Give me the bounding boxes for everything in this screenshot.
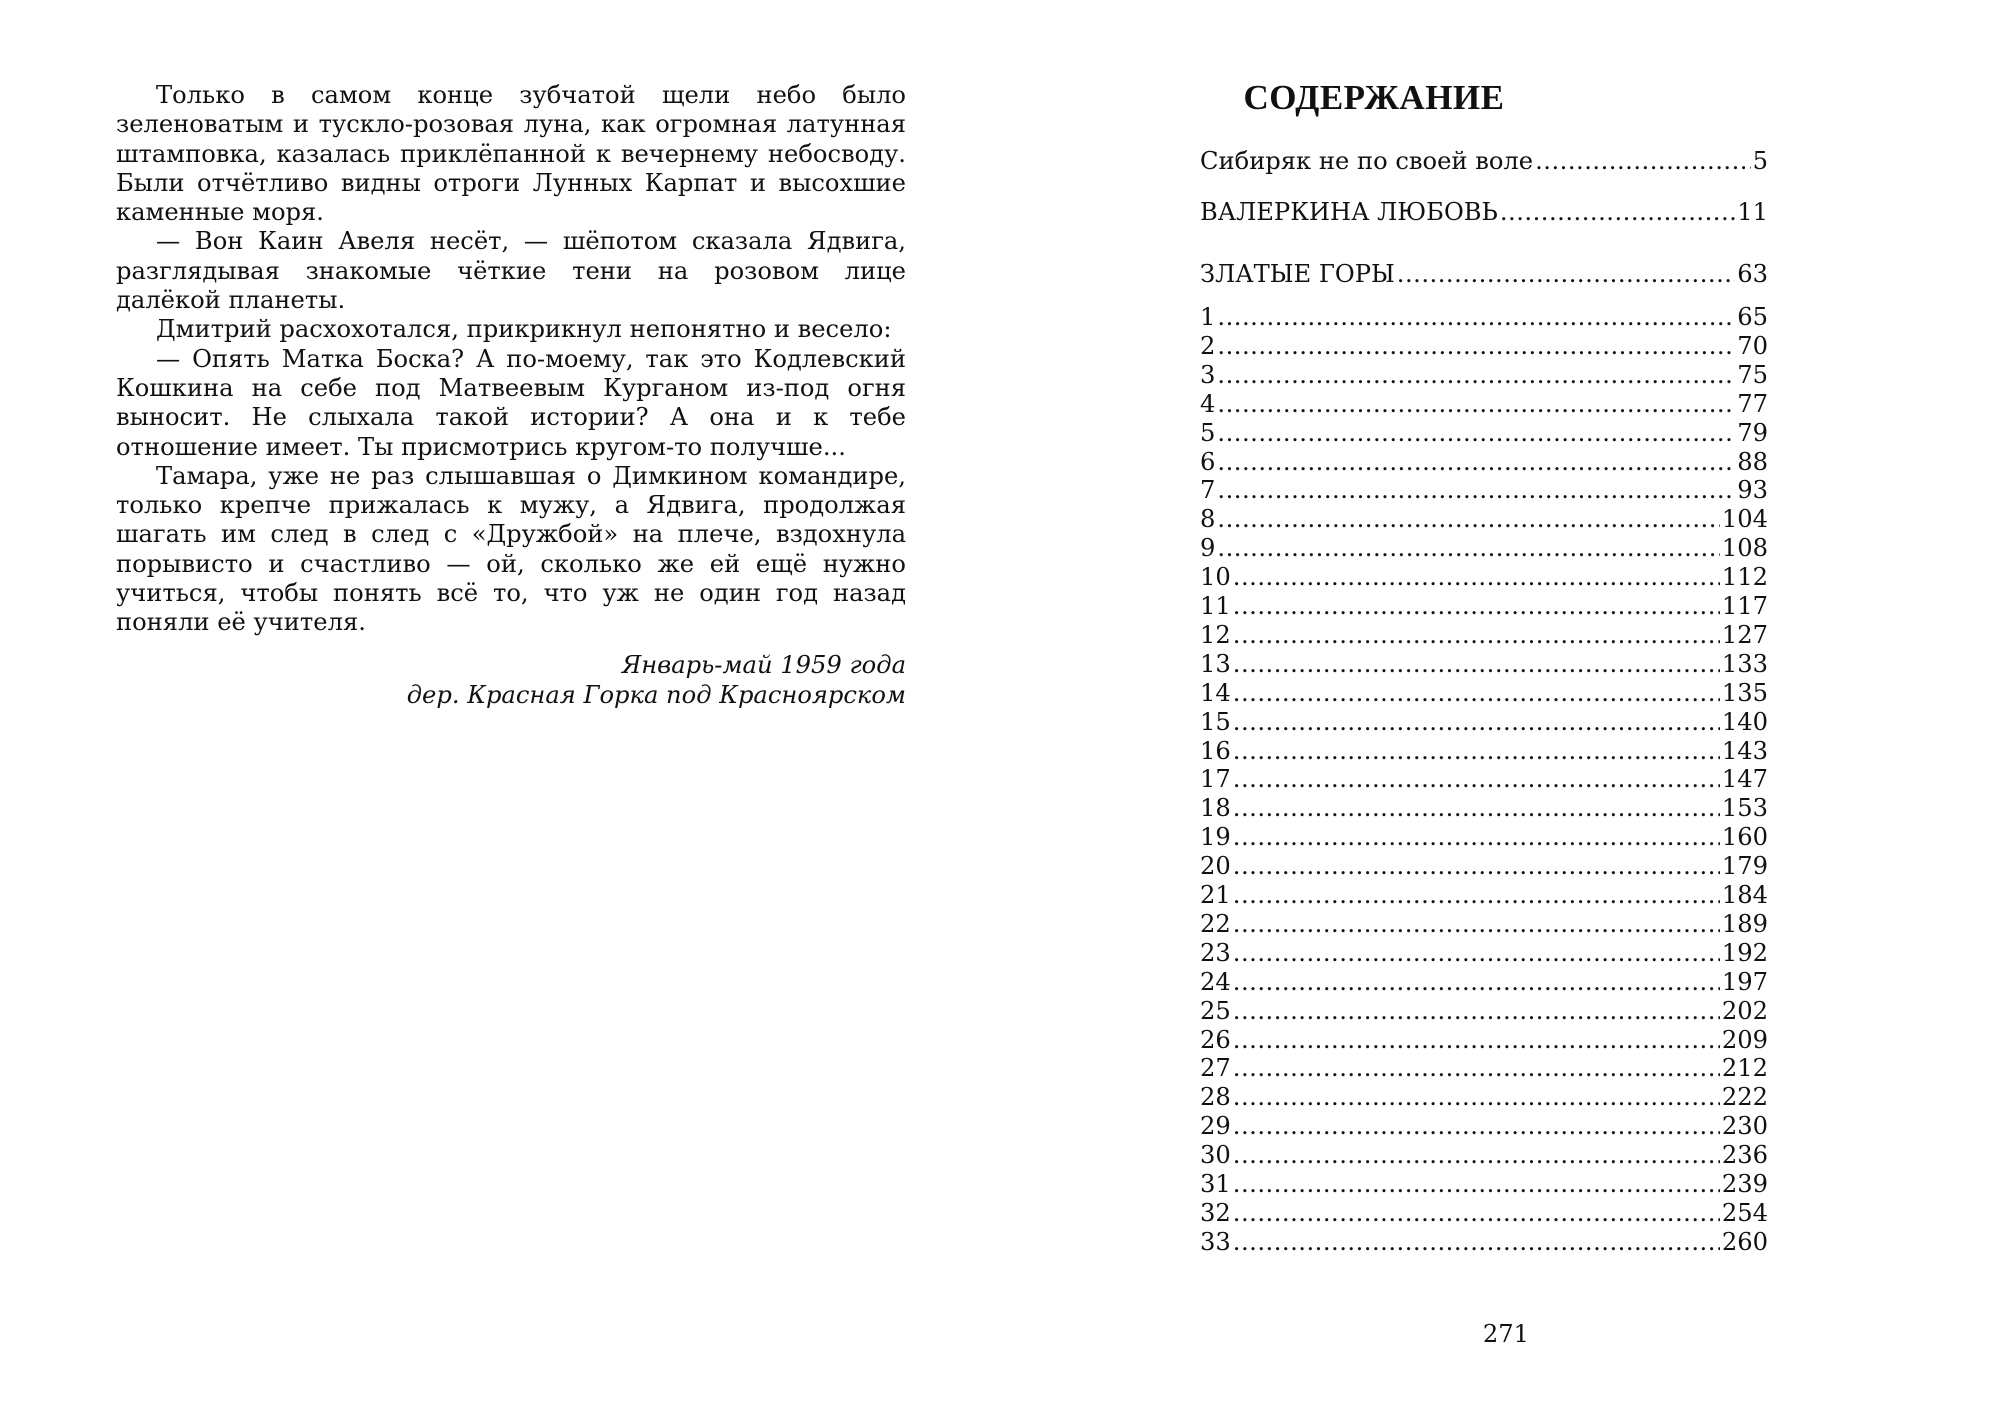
toc-entry-page: 79 (1737, 418, 1768, 447)
toc-leader-dots (1233, 881, 1720, 910)
toc-entry-title: 11 (1200, 592, 1231, 620)
page-number: 271 (1482, 1320, 1530, 1348)
toc-leader-dots (1233, 852, 1720, 881)
toc-entry-title: 33 (1200, 1227, 1231, 1256)
toc-leader-dots (1217, 448, 1735, 477)
toc-entry-page: 117 (1721, 592, 1768, 620)
paragraph: Только в самом конце зубчатой щели небо было зеленоватым и тускло-розовая луна, как огромная латунная штамповка, казалась приклёпанной к вечернему небосводу. Были отчётливо видны отроги Лунных Карпат и высохшие каменные моря. (116, 81, 906, 227)
toc-leader-dots (1233, 708, 1720, 737)
toc-leader-dots (1217, 419, 1735, 448)
toc-entry-title: 9 (1200, 534, 1216, 563)
toc-entry-title: 22 (1200, 909, 1231, 938)
toc-entry-page: 133 (1721, 649, 1768, 678)
toc-leader-dots (1217, 390, 1735, 419)
toc-leader-dots (1233, 1026, 1720, 1055)
paragraph: Дмитрий расхохотался, прикрикнул непонятно и весело: (156, 315, 892, 344)
toc-leader-dots (1217, 534, 1719, 563)
toc-entry-page: 93 (1737, 476, 1768, 505)
toc-leader-dots (1233, 592, 1720, 621)
prose-block (116, 81, 906, 638)
toc-entry-title: 2 (1200, 331, 1216, 360)
toc-entry-page: 230 (1721, 1112, 1768, 1141)
toc-entry (1200, 448, 1768, 477)
toc-leader-dots (1500, 198, 1735, 227)
toc-entry-page: 179 (1721, 852, 1768, 881)
toc-entry-title: 32 (1200, 1198, 1231, 1227)
toc-entry (1200, 1199, 1768, 1228)
signature-place: дер. Красная Горка под Красноярском (406, 681, 906, 709)
toc-entry-page: 184 (1721, 881, 1768, 909)
signature-date: Январь-май 1959 года (621, 651, 906, 679)
toc-entry-page: 65 (1737, 303, 1768, 331)
toc-leader-dots (1217, 332, 1735, 361)
toc-entry-page: 260 (1721, 1227, 1768, 1256)
toc-entry-title: 28 (1200, 1083, 1231, 1112)
signature (360, 650, 906, 710)
toc-entry (1200, 303, 1768, 332)
toc-entry-page: 135 (1721, 678, 1768, 707)
toc-entry (1200, 361, 1768, 390)
toc-leader-dots (1233, 823, 1720, 852)
toc-leader-dots (1217, 476, 1735, 505)
toc-entry-page: 147 (1721, 765, 1768, 794)
toc-entry (1200, 1112, 1768, 1141)
toc-entry-title: 17 (1200, 765, 1231, 794)
toc-entry (1200, 1170, 1768, 1199)
toc-entry-title: 8 (1200, 505, 1216, 534)
toc-entry-page: 112 (1721, 563, 1768, 592)
toc-entry (1200, 737, 1768, 766)
toc-entry (1200, 419, 1768, 448)
toc-entry-page: 75 (1737, 360, 1768, 389)
toc-entry (1200, 1026, 1768, 1055)
toc-entry (1200, 997, 1768, 1026)
toc-entry-title: 14 (1200, 678, 1231, 707)
toc-entry-title: ЗЛАТЫЕ ГОРЫ (1200, 260, 1395, 288)
toc-entry-page: 108 (1721, 534, 1768, 563)
toc-leader-dots (1233, 1054, 1720, 1083)
toc-entry-title: 12 (1200, 620, 1231, 649)
toc-leader-dots (1233, 1141, 1720, 1170)
toc-entry (1200, 332, 1768, 361)
toc-entry-title: 21 (1200, 881, 1231, 909)
toc-entry (1200, 563, 1768, 592)
toc-entry-title: 23 (1200, 938, 1231, 967)
toc-entry (1200, 1141, 1768, 1170)
toc-entry (1200, 476, 1768, 505)
toc-entry-title: 5 (1200, 418, 1216, 447)
toc-entry-page: 104 (1721, 505, 1768, 534)
toc-entry (1200, 534, 1768, 563)
toc-leader-dots (1233, 1199, 1720, 1228)
toc-leader-dots (1233, 1170, 1720, 1199)
toc-entry-page: 197 (1721, 967, 1768, 996)
toc-entry-page: 70 (1737, 331, 1768, 360)
toc-leader-dots (1217, 303, 1735, 332)
toc-entry-page: 153 (1721, 794, 1768, 823)
toc-entry-page: 209 (1721, 1025, 1768, 1054)
paragraph: Тамара, уже не раз слышавшая о Димкином командире, только крепче прижалась к мужу, а Ядвига, продолжая шагать им след в след с «Дружбой» на плече, вздохнула порывисто и счастливо — ой, сколько же ей ещё нужно учиться, чтобы понять всё то, что уж не один год назад поняли её учителя. (116, 461, 906, 637)
toc-entry-page: 189 (1721, 909, 1768, 938)
toc-entry (1200, 765, 1768, 794)
toc-leader-dots (1397, 260, 1735, 289)
toc-entry-title: 29 (1200, 1112, 1231, 1141)
toc-entry-page: 5 (1752, 147, 1768, 175)
toc-entry-title: 19 (1200, 823, 1231, 852)
toc-entry-title: 10 (1200, 563, 1231, 592)
toc-entry-title: 25 (1200, 996, 1231, 1025)
toc-leader-dots (1233, 679, 1720, 708)
toc-entry-page: 11 (1737, 198, 1768, 226)
toc-leader-dots (1233, 794, 1720, 823)
toc-entry (1200, 968, 1768, 997)
toc-entry-page: 77 (1737, 389, 1768, 418)
toc-entry (1200, 621, 1768, 650)
toc-entry-title: 3 (1200, 360, 1216, 389)
toc-leader-dots (1233, 650, 1720, 679)
toc-entry-title: 24 (1200, 967, 1231, 996)
toc-entry (1200, 939, 1768, 968)
toc-entry-page: 143 (1721, 736, 1768, 765)
toc-leader-dots (1233, 1083, 1720, 1112)
toc-leader-dots (1233, 1228, 1720, 1257)
toc-leader-dots (1217, 361, 1735, 390)
toc-entry-page: 202 (1721, 996, 1768, 1025)
toc-entry-title: 1 (1200, 303, 1216, 331)
toc-entry (1200, 794, 1768, 823)
toc-entry-page: 63 (1737, 260, 1768, 288)
toc-entry-title: 7 (1200, 476, 1216, 505)
toc-entry-page: 236 (1721, 1141, 1768, 1170)
toc-entry-title: 18 (1200, 794, 1231, 823)
toc-entry (1200, 1083, 1768, 1112)
toc-entry (1200, 823, 1768, 852)
toc-entry (1200, 910, 1768, 939)
toc-leader-dots (1233, 1112, 1720, 1141)
toc-entry (1200, 1228, 1768, 1257)
toc-entry (1200, 881, 1768, 910)
toc-entry (1200, 147, 1768, 176)
toc-entry (1200, 592, 1768, 621)
toc-entry-title: 27 (1200, 1054, 1231, 1083)
toc-entry (1200, 708, 1768, 737)
toc-entry (1200, 505, 1768, 534)
toc-entry-page: 88 (1737, 447, 1768, 476)
toc-leader-dots (1535, 147, 1751, 176)
toc-entry-page: 127 (1721, 620, 1768, 649)
toc-entry (1200, 1054, 1768, 1083)
toc-entry (1200, 650, 1768, 679)
toc-entry-page: 192 (1721, 938, 1768, 967)
toc-entry-page: 140 (1721, 707, 1768, 736)
paragraph: — Опять Матка Боска? А по-моему, так это Кодлевский Кошкина на себе под Матвеевым Курганом из-под огня выносит. Не слыхала такой истории? А она и к тебе отношение имеет. Ты присмотрись кругом-то получше... (116, 344, 906, 461)
toc-entry-title: 6 (1200, 447, 1216, 476)
toc-leader-dots (1233, 737, 1720, 766)
toc-entry-page: 212 (1721, 1054, 1768, 1083)
toc-leader-dots (1217, 505, 1719, 534)
toc-entry-title: 20 (1200, 852, 1231, 881)
toc-entry-title: 4 (1200, 389, 1216, 418)
toc-leader-dots (1233, 910, 1720, 939)
toc-title-text: СОДЕРЖАНИЕ (1243, 78, 1505, 117)
toc-entry-title: Сибиряк не по своей воле (1200, 147, 1534, 175)
toc-entry-title: 13 (1200, 649, 1231, 678)
toc-entry-title: ВАЛЕРКИНА ЛЮБОВЬ (1200, 198, 1498, 226)
toc-entry (1200, 198, 1768, 227)
toc-leader-dots (1233, 968, 1720, 997)
toc-entry (1200, 679, 1768, 708)
toc-entry-title: 31 (1200, 1170, 1231, 1198)
toc-entry (1200, 852, 1768, 881)
toc-entry-title: 16 (1200, 736, 1231, 765)
toc-entry-title: 30 (1200, 1141, 1231, 1170)
toc-entry-page: 254 (1721, 1198, 1768, 1227)
toc-entry-title: 15 (1200, 707, 1231, 736)
toc-entry-page: 239 (1721, 1170, 1768, 1198)
toc-leader-dots (1233, 939, 1720, 968)
toc-leader-dots (1233, 997, 1720, 1026)
toc-entry-page: 222 (1721, 1083, 1768, 1112)
paragraph: — Вон Каин Авеля несёт, — шёпотом сказала Ядвига, разглядывая знакомые чёткие тени на розовом лице далёкой планеты. (116, 227, 906, 315)
toc-entry (1200, 390, 1768, 419)
toc-leader-dots (1233, 765, 1720, 794)
toc-entry-title: 26 (1200, 1025, 1231, 1054)
toc-entry (1200, 260, 1768, 289)
toc-leader-dots (1233, 563, 1720, 592)
toc-leader-dots (1233, 621, 1720, 650)
toc-entry-page: 160 (1721, 823, 1768, 852)
